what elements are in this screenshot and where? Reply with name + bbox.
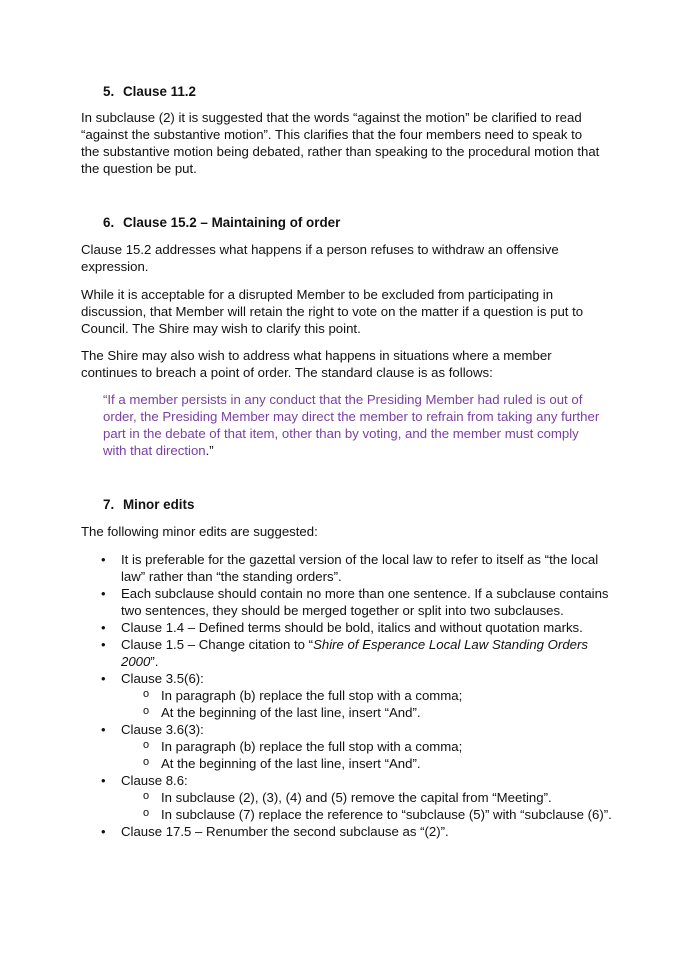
- section-6-paragraph-2: While it is acceptable for a disrupted Member to be excluded from participating in discussion, that Member will retain the right to vote on the matter if a question is put to Council. The Shire may wish to clarify this point.: [81, 287, 584, 336]
- list-item-text: Clause 3.6(3):: [121, 722, 204, 737]
- minor-edits-list: [81, 551, 621, 840]
- sub-list: [121, 687, 621, 721]
- section-number: 5.: [103, 84, 115, 99]
- sub-list: [121, 738, 621, 772]
- section-title: Clause 15.2 – Maintaining of order: [123, 215, 341, 230]
- citation-title: Shire of Esperance Local Law Standing Orders 2000: [121, 637, 588, 669]
- list-item-text: It is preferable for the gazettal version of the local law to refer to itself as “the local law” rather than “the standing orders”.: [121, 552, 599, 584]
- section-6-heading: [103, 214, 340, 231]
- list-item-text: Each subclause should contain no more than one sentence. If a subclause contains two sentences, they should be merged together or split into two subclauses.: [121, 586, 609, 618]
- section-7-heading: [103, 496, 194, 513]
- list-item-text-end: ”.: [150, 654, 159, 669]
- section-6-paragraph-1: Clause 15.2 addresses what happens if a person refuses to withdraw an offensive expression.: [81, 242, 559, 274]
- sub-list: [121, 789, 621, 823]
- section-7-intro: The following minor edits are suggested:: [81, 524, 318, 539]
- section-5-paragraph: In subclause (2) it is suggested that the words “against the motion” be clarified to read “against the substantive motion”. This clarifies that the four members need to speak to the substantive motion being debated, rather than speaking to the procedural motion that the question be put.: [81, 110, 600, 176]
- section-title: Minor edits: [123, 497, 195, 512]
- list-item: [81, 721, 621, 772]
- sub-list-item: o At the beginning of the last line, insert “And”.: [121, 704, 621, 721]
- section-number: 7.: [103, 497, 115, 512]
- sub-list-item: o In paragraph (b) replace the full stop with a comma;: [121, 687, 621, 704]
- sub-list-item: o In subclause (7) replace the reference to “subclause (5)” with “subclause (6)”.: [121, 806, 621, 823]
- list-item: [81, 670, 621, 721]
- list-item: [81, 585, 621, 619]
- list-item: [81, 619, 621, 636]
- list-item-text: Clause 1.5 – Change citation to “: [121, 637, 314, 652]
- list-item: [81, 636, 621, 670]
- section-number: 6.: [103, 215, 115, 230]
- section-title: Clause 11.2: [123, 84, 196, 99]
- quote-end: .”: [205, 443, 214, 458]
- list-item-text: Clause 3.5(6):: [121, 671, 204, 686]
- quote-text: “If a member persists in any conduct that the Presiding Member had ruled is out of order, the Presiding Member may direct the member to refrain from taking any further part in the debate of that item, other than by voting, and the member must comply with that direction: [103, 392, 600, 458]
- list-item: [81, 823, 621, 840]
- list-item: [81, 551, 621, 585]
- list-item: [81, 772, 621, 823]
- list-item-text: Clause 8.6:: [121, 773, 188, 788]
- standard-clause-quote: [103, 391, 603, 459]
- sub-list-item: o In subclause (2), (3), (4) and (5) remove the capital from “Meeting”.: [121, 789, 621, 806]
- section-5-heading: [103, 83, 196, 100]
- section-6-paragraph-3: The Shire may also wish to address what happens in situations where a member continues to breach a point of order. The standard clause is as follows:: [81, 348, 552, 380]
- list-item-text: Clause 17.5 – Renumber the second subclause as “(2)”.: [121, 824, 449, 839]
- sub-list-item: o In paragraph (b) replace the full stop with a comma;: [121, 738, 621, 755]
- sub-list-item: o At the beginning of the last line, insert “And”.: [121, 755, 621, 772]
- list-item-text: Clause 1.4 – Defined terms should be bold, italics and without quotation marks.: [121, 620, 583, 635]
